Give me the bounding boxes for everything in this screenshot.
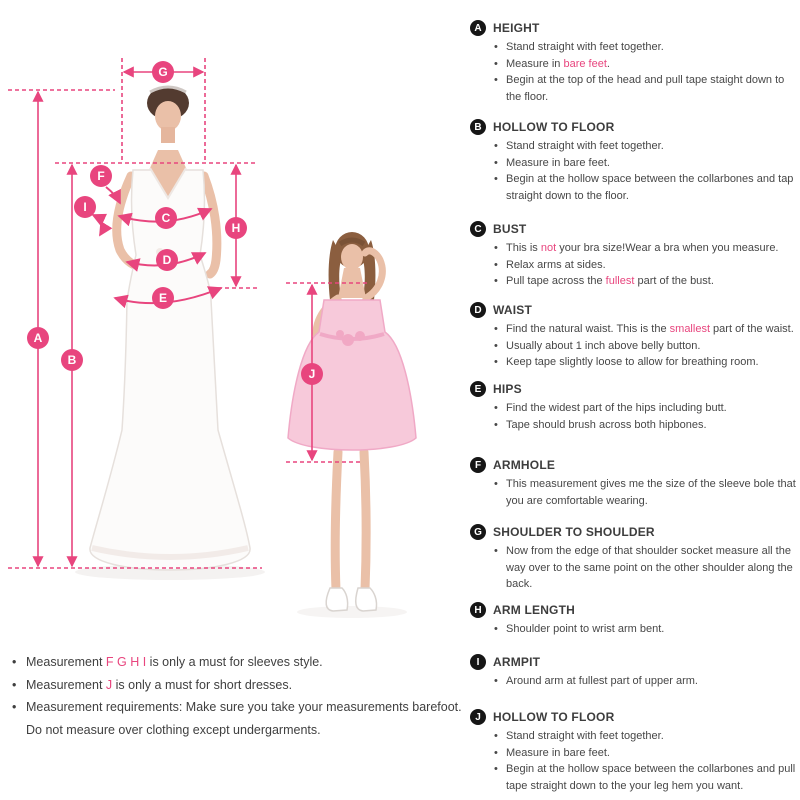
bullet-text: Stand straight with feet together. <box>506 730 664 742</box>
section-bullets <box>470 728 798 794</box>
section-title: ARMHOLE <box>493 458 556 472</box>
highlighted-text: J <box>105 677 113 692</box>
section-title: BUST <box>493 222 527 236</box>
bullet-text: Stand straight with feet together. <box>506 140 664 152</box>
letter-badge: J <box>470 709 486 725</box>
bride-figure <box>75 86 265 580</box>
section-header <box>470 20 798 36</box>
bullet-item <box>494 543 798 593</box>
bullet-item <box>494 354 798 371</box>
highlighted-text: smallest <box>669 323 710 335</box>
section-bullets <box>470 543 798 593</box>
section-header <box>470 119 798 135</box>
bullet-text: part of the waist. <box>710 323 794 335</box>
bullet-text: Shoulder point to wrist arm bent. <box>506 623 665 635</box>
bullet-text: Find the widest part of the hips including butt. <box>506 402 727 414</box>
section-header <box>470 709 798 725</box>
section-bullets <box>470 673 798 690</box>
bullet-text: Measure in bare feet. <box>506 746 610 759</box>
measurement-line-F <box>106 187 120 203</box>
bullet-item <box>494 417 798 434</box>
bullet-text: your bra size!Wear a bra when you measure. <box>556 242 779 254</box>
section-title: HOLLOW TO FLOOR <box>493 710 615 724</box>
marker-letter-F: F <box>97 169 105 183</box>
section-bullets <box>470 138 798 204</box>
bullet-item <box>494 72 798 105</box>
section-title: HOLLOW TO FLOOR <box>493 120 615 134</box>
bullet-text: . <box>606 57 610 70</box>
marker-letter-A: A <box>33 331 43 345</box>
bullet-text: Begin at the hollow space between the collarbones and tap straight down to the floor. <box>506 173 794 202</box>
bullet-text: Measure in bare feet. <box>506 156 610 169</box>
bullet-item <box>494 171 798 204</box>
section-hips <box>470 381 798 433</box>
section-bullets <box>470 621 798 638</box>
letter-badge: B <box>470 119 486 135</box>
bullet-item <box>494 39 798 56</box>
bullet-item <box>494 728 798 745</box>
section-arm-length <box>470 602 798 638</box>
bullet-item <box>494 745 798 762</box>
bullet-text: Relax arms at sides. <box>506 258 606 271</box>
bullet-text: part of the bust. <box>634 275 714 287</box>
section-header <box>470 457 798 473</box>
bullet-text: is only a must for sleeves style. <box>146 655 323 669</box>
section-bullets <box>470 321 798 371</box>
section-title: HEIGHT <box>493 21 540 35</box>
measurement-line-I <box>93 215 103 235</box>
pink-dress-figure <box>288 232 416 618</box>
section-bullets <box>470 39 798 105</box>
bullet-text: Measure in <box>506 57 564 70</box>
bullet-item <box>494 621 798 638</box>
letter-badge: F <box>470 457 486 473</box>
highlighted-text: not <box>540 242 557 254</box>
measurement-diagram <box>0 0 470 650</box>
bullet-text: Pull tape across the <box>506 275 606 287</box>
bullet-text: Stand straight with feet together. <box>506 41 664 53</box>
section-title: WAIST <box>493 303 532 317</box>
section-header <box>470 221 798 237</box>
section-armpit <box>470 654 798 690</box>
section-hollow-to-floor <box>470 709 798 794</box>
section-hollow-to-floor <box>470 119 798 204</box>
marker-letter-I: I <box>83 200 87 214</box>
bullet-item <box>494 240 798 257</box>
bullet-text: Begin at the hollow space between the collarbones and pull tape straight down to the your leg hem you want. <box>506 763 796 792</box>
bullet-item <box>494 761 798 794</box>
bullet-text: Usually about 1 inch above belly button. <box>506 339 701 352</box>
letter-badge: A <box>470 20 486 36</box>
bullet-text: This measurement gives me the size of the sleeve bole that you are comfortable wearing. <box>506 478 796 507</box>
bullet-text: Measurement <box>26 655 106 669</box>
letter-badge: E <box>470 381 486 397</box>
marker-letter-E: E <box>158 291 168 305</box>
letter-badge: I <box>470 654 486 670</box>
marker-letter-B: B <box>67 353 77 367</box>
section-title: ARM LENGTH <box>493 603 575 617</box>
section-header <box>470 602 798 618</box>
bullet-item <box>494 321 798 338</box>
section-waist <box>470 302 798 371</box>
bullet-text: Tape should brush across both hipbones. <box>506 418 707 431</box>
marker-letter-D: D <box>162 253 172 267</box>
bullet-text: This is <box>506 242 541 254</box>
section-height <box>470 20 798 105</box>
bullet-text: Keep tape slightly loose to allow for breathing room. <box>506 356 759 368</box>
bullet-text: is only a must for short dresses. <box>112 677 293 692</box>
section-armhole <box>470 457 798 509</box>
section-bust <box>470 221 798 290</box>
section-header <box>470 381 798 397</box>
bullet-text: Around arm at fullest part of upper arm. <box>506 675 698 687</box>
section-title: ARMPIT <box>493 655 541 669</box>
bullet-item <box>494 257 798 274</box>
letter-badge: H <box>470 602 486 618</box>
section-bullets <box>470 240 798 290</box>
section-header <box>470 524 798 540</box>
bullet-item <box>494 56 798 73</box>
bullet-text: Measurement <box>26 677 106 692</box>
bullet-item <box>494 400 798 417</box>
section-title: HIPS <box>493 382 522 396</box>
bullet-text: Measurement requirements: Make sure you take your measurements barefoot. Do not measure over clothing except undergarments. <box>26 700 462 737</box>
bullet-text: Now from the edge of that shoulder socket measure all the way over to the same point on the other shoulder along the back. <box>506 545 793 590</box>
bullet-item <box>494 338 798 355</box>
highlighted-text: F G H I <box>105 655 147 669</box>
letter-badge: D <box>470 302 486 318</box>
footnote-item <box>12 696 464 741</box>
bullet-item <box>494 138 798 155</box>
bullet-item <box>494 273 798 290</box>
section-bullets <box>470 476 798 509</box>
footnote-item <box>12 651 464 674</box>
section-header <box>470 302 798 318</box>
section-shoulder-to-shoulder <box>470 524 798 593</box>
marker-letter-H: H <box>231 221 241 235</box>
marker-letter-J: J <box>308 367 316 381</box>
section-title: SHOULDER TO SHOULDER <box>493 525 655 539</box>
footnotes <box>12 651 464 741</box>
marker-letter-G: G <box>158 65 168 79</box>
letter-badge: C <box>470 221 486 237</box>
bullet-text: Begin at the top of the head and pull tape staight down to the floor. <box>506 74 785 103</box>
bullet-text: Find the natural waist. This is the <box>506 323 670 335</box>
marker-letter-C: C <box>161 211 171 225</box>
highlighted-text: fullest <box>605 275 635 287</box>
footnote-item <box>12 674 464 697</box>
bullet-item <box>494 476 798 509</box>
letter-badge: G <box>470 524 486 540</box>
highlighted-text: bare feet <box>563 57 607 70</box>
section-header <box>470 654 798 670</box>
section-bullets <box>470 400 798 433</box>
bullet-item <box>494 155 798 172</box>
instruction-column <box>470 0 798 800</box>
bullet-item <box>494 673 798 690</box>
